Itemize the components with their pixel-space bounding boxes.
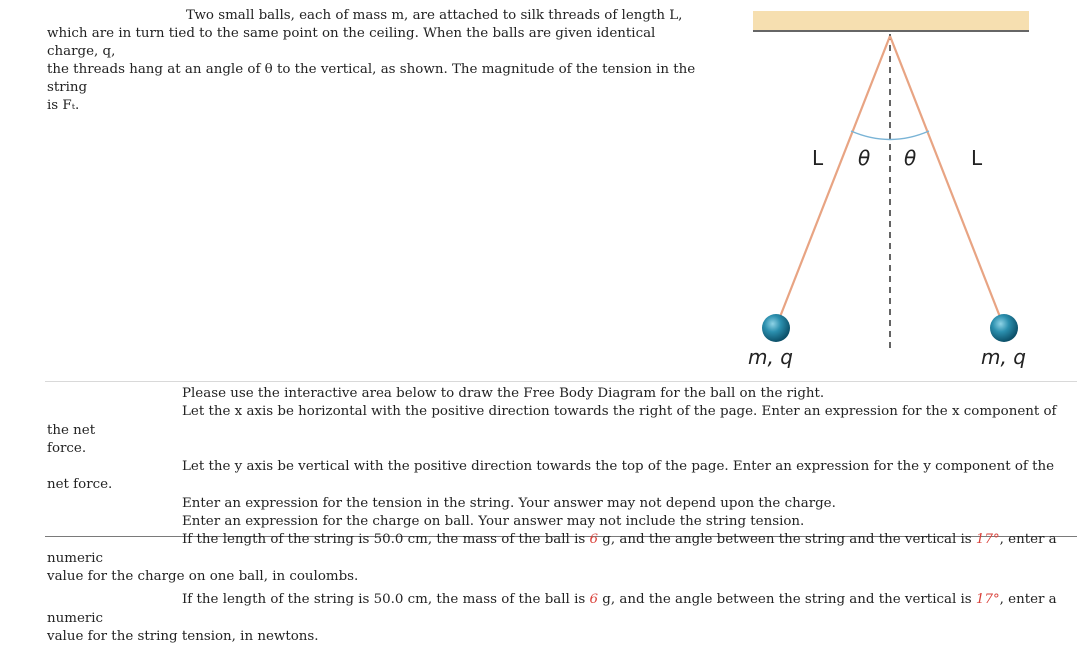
pendulum-diagram [740, 0, 1081, 380]
right-angle-label: θ [904, 146, 917, 170]
part-tension-numeric-cont: value for the string tension, in newtons. [47, 628, 319, 644]
part-net-force-x-text: Let the x axis be horizontal with the positive direction towards the right of the page. Enter an expression for the x component of the net [47, 404, 1057, 438]
part-charge-numeric-pre: If the length of the string is 50.0 cm, the mass of the ball is [182, 532, 590, 548]
left-ball-label: m, q [748, 345, 793, 369]
right-thread [890, 36, 1002, 322]
left-length-label: L [812, 146, 824, 170]
part-charge-numeric-cont: value for the charge on one ball, in coulombs. [47, 568, 359, 584]
angle-value: 17° [975, 532, 1000, 548]
right-length-label: L [971, 146, 983, 170]
problem-line-2: which are in turn tied to the same point on the ceiling. When the balls are given identical charge, q, [47, 26, 656, 59]
right-ball [990, 314, 1018, 342]
part-net-force-y [47, 458, 1077, 495]
mass-value: 6 [589, 532, 599, 548]
ceiling [753, 11, 1029, 31]
part-charge-numeric-mid: g, and the angle between the string and the vertical is [598, 532, 976, 548]
part-fbd [47, 385, 1077, 403]
question-parts [47, 385, 1077, 646]
part-net-force-x [47, 403, 1077, 458]
left-thread [778, 36, 890, 322]
mass-value: 6 [589, 592, 599, 608]
part-fbd-text: Please use the interactive area below to draw the Free Body Diagram for the ball on the right. [182, 386, 825, 401]
problem-line-3: the threads hang at an angle of θ to the vertical, as shown. The magnitude of the tension in the string [47, 62, 696, 95]
problem-line-1: Two small balls, each of mass m, are attached to silk threads of length L, [186, 8, 683, 23]
part-charge-numeric [47, 531, 1077, 586]
problem-line-4: is Fₜ. [47, 98, 80, 113]
part-charge-expr [47, 513, 1077, 531]
part-tension-numeric-post: , enter a numeric [47, 592, 1057, 626]
part-tension-numeric [47, 591, 1077, 646]
part-net-force-x-cont: force. [47, 440, 87, 456]
left-angle-label: θ [858, 146, 871, 170]
part-charge-numeric-post: , enter a numeric [47, 532, 1057, 566]
part-tension-numeric-pre: If the length of the string is 50.0 cm, the mass of the ball is [182, 592, 590, 608]
part-charge-expr-text: Enter an expression for the charge on ball. Your answer may not include the string tension. [182, 514, 805, 530]
right-ball-label: m, q [981, 345, 1026, 369]
separator-top [45, 381, 1077, 382]
angle-value: 17° [975, 592, 1000, 608]
problem-statement [47, 7, 697, 115]
part-tension-numeric-mid: g, and the angle between the string and the vertical is [598, 592, 976, 608]
part-tension-expr [47, 495, 1077, 513]
part-net-force-y-text: Let the y axis be vertical with the positive direction towards the top of the page. Enter an expression for the y component of the net force. [47, 459, 1055, 493]
part-tension-expr-text: Enter an expression for the tension in the string. Your answer may not depend upon the charge. [182, 495, 836, 511]
left-ball [762, 314, 790, 342]
